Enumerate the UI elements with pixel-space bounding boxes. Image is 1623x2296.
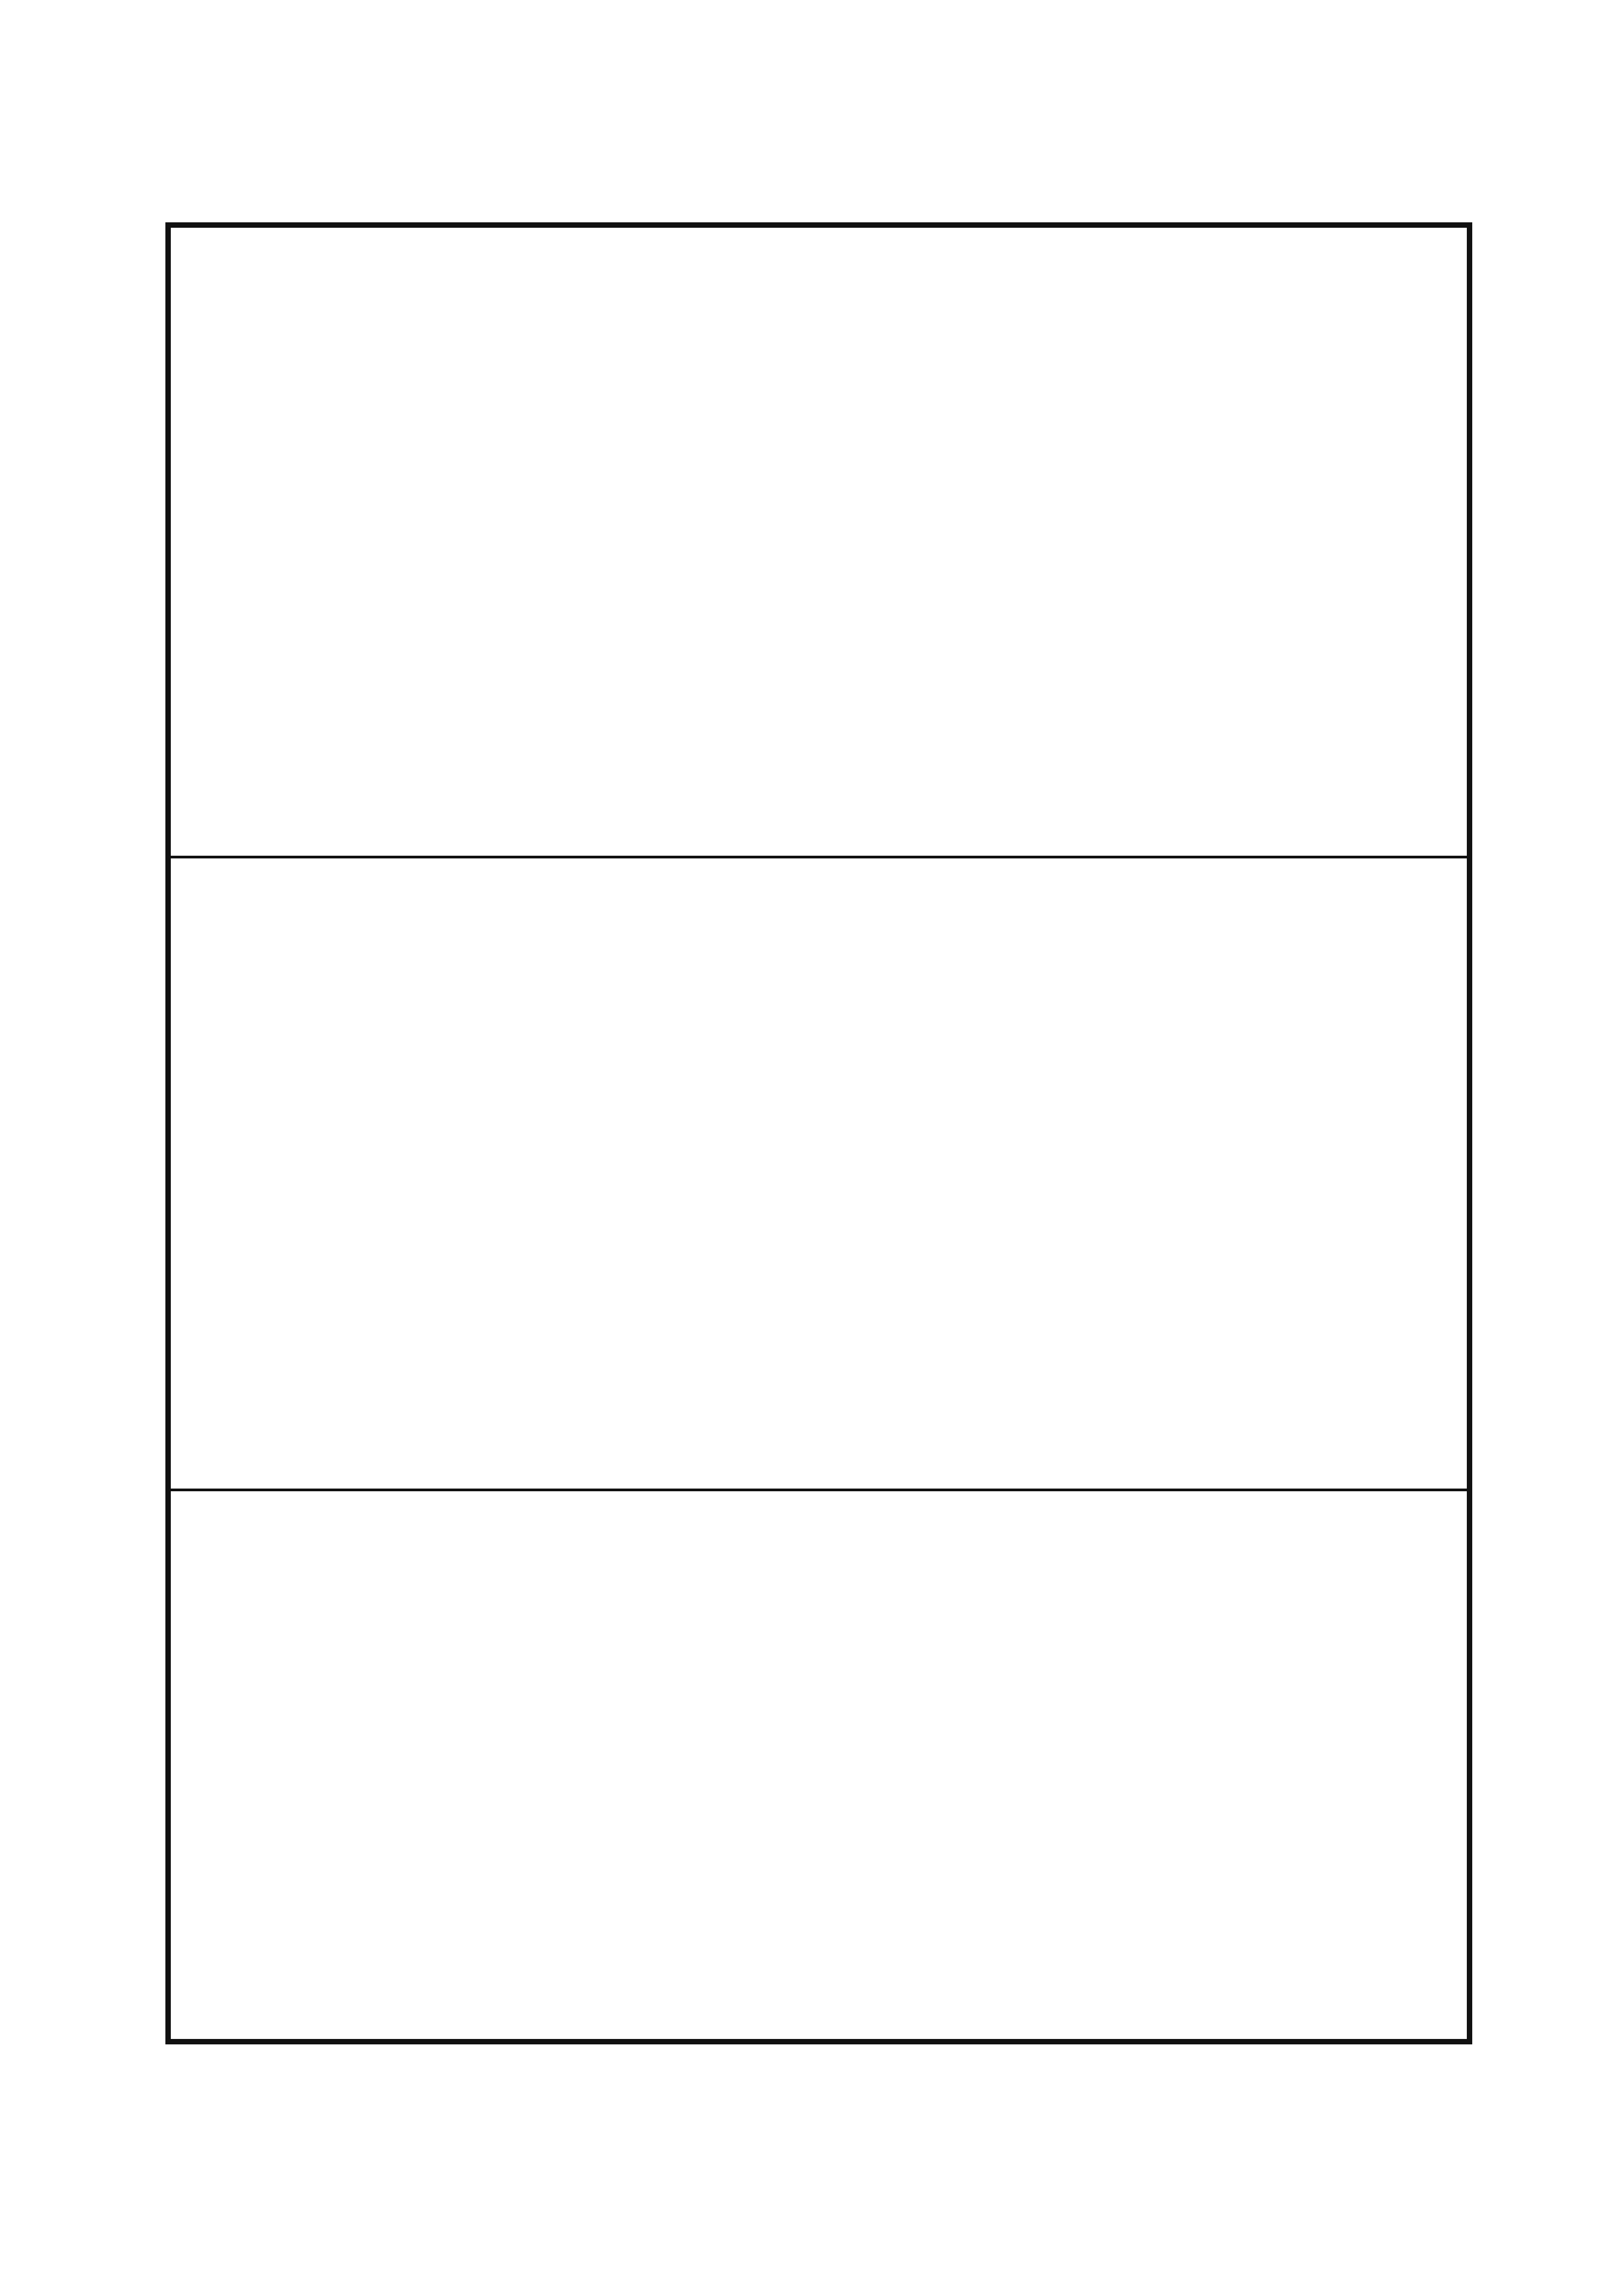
tier-middle [176,868,1461,1478]
tier-bottom-columns [176,1499,1461,2034]
tier-bottom [176,1499,1461,2034]
tier-divider-lower [165,1489,1472,1491]
tier-divider-upper [165,856,1472,858]
tier-middle-columns [176,868,1461,1478]
tier-top [176,233,1461,846]
tier-top-columns [176,233,1461,846]
